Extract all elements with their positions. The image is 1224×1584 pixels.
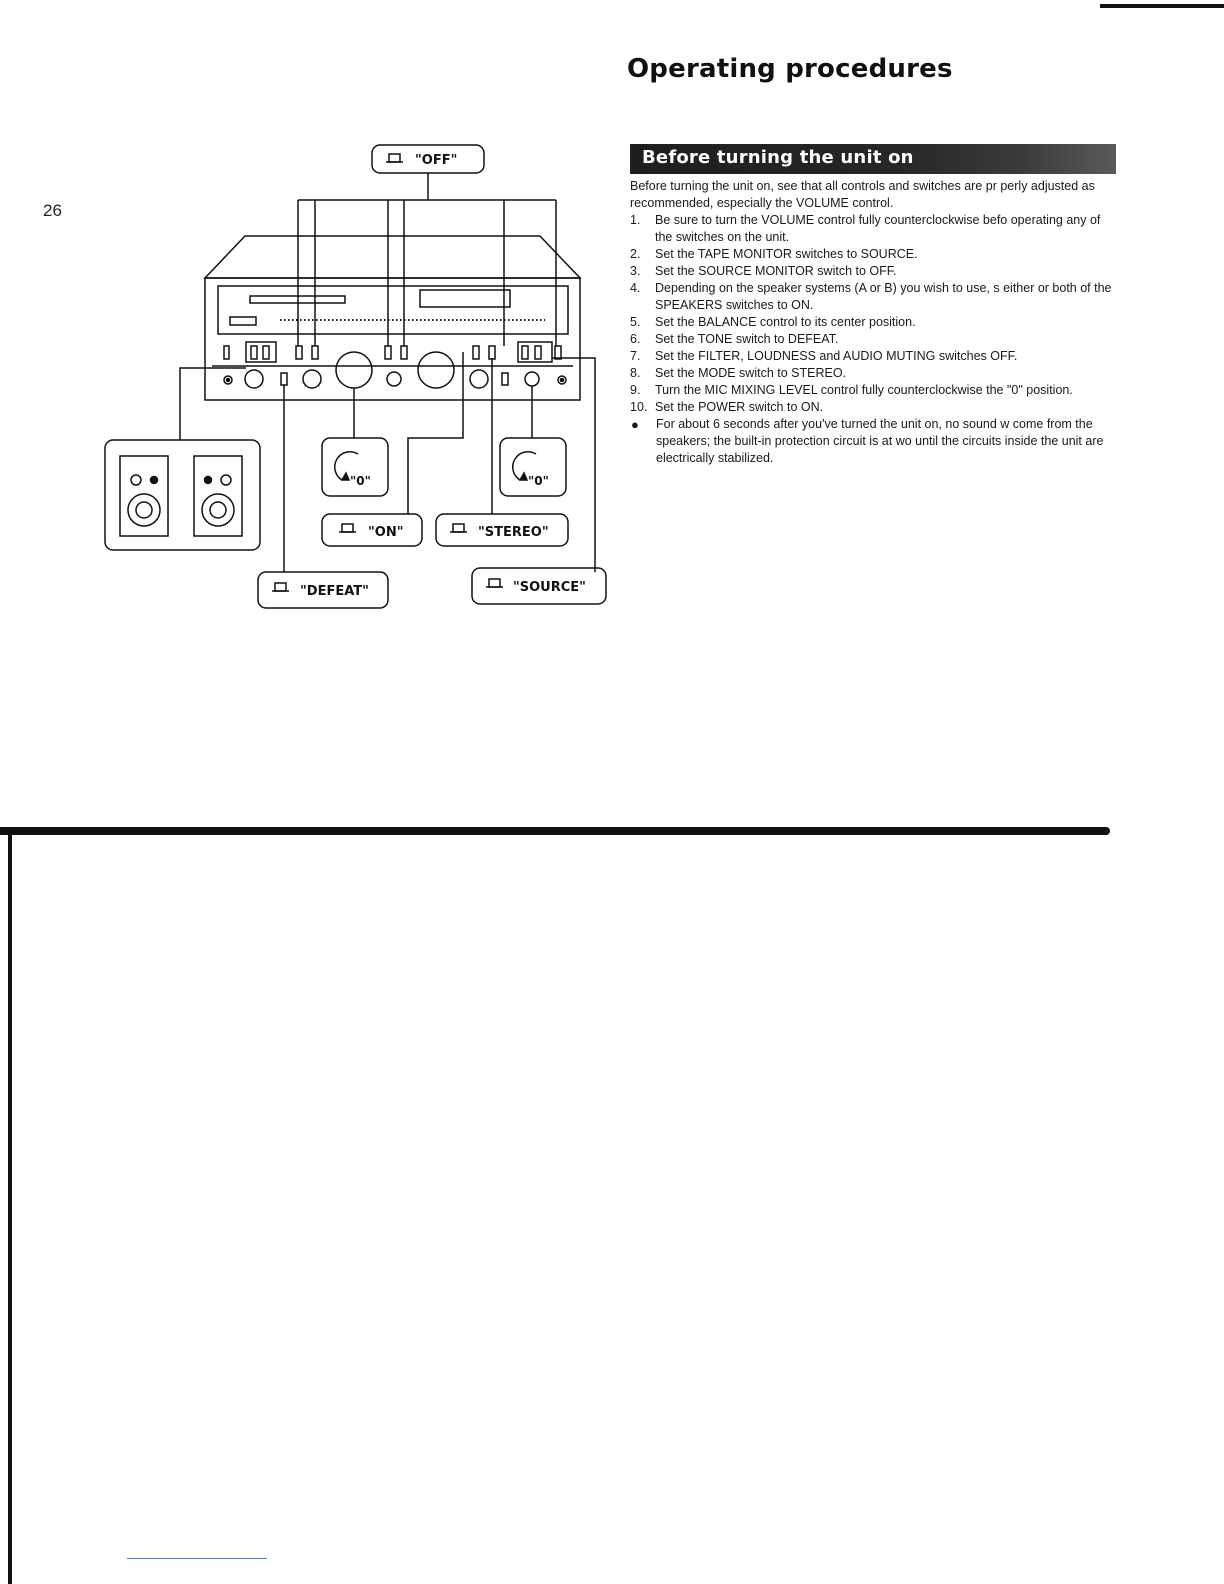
receiver-front-panel-diagram	[100, 140, 615, 620]
step-number: 6.	[630, 332, 641, 346]
tape-monitor-2-switch	[535, 346, 541, 359]
speaker-a-indicator-ring	[131, 475, 141, 485]
balance-knob	[387, 372, 401, 386]
callout-off-switch-icon	[389, 154, 400, 162]
tone-defeat-switch	[281, 373, 287, 385]
list-item	[630, 365, 1116, 382]
tape-monitor-1-switch	[522, 346, 528, 359]
section-heading: Before turning the unit on	[642, 147, 914, 168]
step-text: Set the TAPE MONITOR switches to SOURCE.	[655, 247, 918, 261]
leader-on	[408, 352, 463, 514]
callout-stereo-switch-icon	[453, 524, 464, 532]
list-item	[630, 331, 1116, 348]
step-number: 1.	[630, 213, 641, 227]
dial-scale-right	[420, 290, 510, 307]
loudness-switch	[312, 346, 318, 359]
mic-jack-center	[561, 379, 564, 382]
speaker-a-indicator-dot	[151, 477, 158, 484]
callout-source-switch-icon	[489, 579, 500, 587]
page-divider-rule	[0, 827, 1110, 835]
speaker-a-dustcap	[136, 502, 152, 518]
list-item	[630, 212, 1116, 246]
speaker-a	[120, 456, 168, 536]
page-title: Operating procedures	[627, 54, 953, 84]
volume-ccw-arrowhead	[342, 473, 349, 480]
tape-monitor-3-switch	[555, 346, 561, 359]
step-text: Set the SOURCE MONITOR switch to OFF.	[655, 264, 897, 278]
step-number: 5.	[630, 315, 641, 329]
speaker-b-dustcap	[210, 502, 226, 518]
instructions-column	[630, 178, 1116, 467]
callout-defeat-label: "DEFEAT"	[300, 584, 369, 599]
leader-speakers	[180, 368, 246, 440]
top-right-rule	[1100, 4, 1224, 8]
step-text: Set the TONE switch to DEFEAT.	[655, 332, 839, 346]
note-text: For about 6 seconds after you've turned the unit on, no sound w come from the speakers; the built-in protection circuit is at wo until the circuits inside the unit are electrically stabilized.	[656, 417, 1104, 465]
signal-meter	[230, 317, 256, 325]
mic-switch	[489, 346, 495, 359]
step-number: 9.	[630, 383, 641, 397]
leader-source	[552, 358, 595, 572]
callout-source-label: "SOURCE"	[513, 580, 586, 595]
steps-list	[630, 212, 1116, 416]
callout-defeat-switch-icon	[275, 583, 286, 591]
switch-power	[224, 346, 229, 359]
list-item	[630, 263, 1116, 280]
stereo-mode-switch	[502, 373, 508, 385]
step-text: Depending on the speaker systems (A or B) you wish to use, s either or both of the SPEAKERS switches to ON.	[655, 281, 1112, 312]
display-panel	[218, 286, 568, 334]
protection-note	[630, 416, 1116, 467]
treble-knob	[303, 370, 321, 388]
speaker-b-indicator-dot	[205, 477, 212, 484]
headphone-jack-center	[227, 379, 230, 382]
speaker-b	[194, 456, 242, 536]
page-number: 26	[43, 201, 62, 220]
mic-ccw-arrowhead	[520, 473, 527, 480]
step-number: 8.	[630, 366, 641, 380]
step-text: Set the POWER switch to ON.	[655, 400, 824, 414]
callout-on-switch-icon	[342, 524, 353, 532]
step-number: 4.	[630, 281, 641, 295]
mic-level-knob	[470, 370, 488, 388]
list-item	[630, 382, 1116, 399]
callout-off-label: "OFF"	[415, 153, 458, 168]
speakers-b-switch	[263, 346, 269, 359]
step-text: Be sure to turn the VOLUME control fully counterclockwise befo operating any of the switches on the unit.	[655, 213, 1101, 244]
bass-knob	[245, 370, 263, 388]
tuning-knob	[418, 352, 454, 388]
step-number: 2.	[630, 247, 641, 261]
list-item	[630, 399, 1116, 416]
filter-switch	[296, 346, 302, 359]
source-monitor-switch-upper	[401, 346, 407, 359]
step-number: 10.	[630, 400, 648, 414]
speakers-a-switch	[251, 346, 257, 359]
list-item	[630, 348, 1116, 365]
volume-knob	[336, 352, 372, 388]
speaker-b-cone	[202, 494, 234, 526]
bullet-icon: ●	[631, 417, 639, 432]
bottom-rule	[127, 1558, 267, 1559]
callout-on-label: "ON"	[368, 525, 404, 540]
step-text: Set the BALANCE control to its center position.	[655, 315, 916, 329]
step-text: Turn the MIC MIXING LEVEL control fully counterclockwise the "0" position.	[655, 383, 1073, 397]
mic-position-label: "0"	[528, 474, 549, 488]
speaker-a-cone	[128, 494, 160, 526]
list-item	[630, 314, 1116, 331]
mode-switch	[473, 346, 479, 359]
section-heading-bar	[630, 144, 1116, 174]
speaker-b-indicator-ring	[221, 475, 231, 485]
audio-muting-switch	[385, 346, 391, 359]
step-number: 7.	[630, 349, 641, 363]
intro-paragraph: Before turning the unit on, see that all controls and switches are pr perly adjusted as recommended, especially the VOLUME control.	[630, 179, 1095, 210]
mic-mixing-knob	[525, 372, 539, 386]
list-item	[630, 280, 1116, 314]
step-text: Set the FILTER, LOUDNESS and AUDIO MUTING switches OFF.	[655, 349, 1018, 363]
receiver-top-cover	[205, 236, 580, 278]
step-number: 3.	[630, 264, 641, 278]
callout-stereo-label: "STEREO"	[478, 525, 549, 540]
scan-left-edge	[8, 835, 12, 1584]
volume-position-label: "0"	[350, 474, 371, 488]
step-text: Set the MODE switch to STEREO.	[655, 366, 847, 380]
list-item	[630, 246, 1116, 263]
